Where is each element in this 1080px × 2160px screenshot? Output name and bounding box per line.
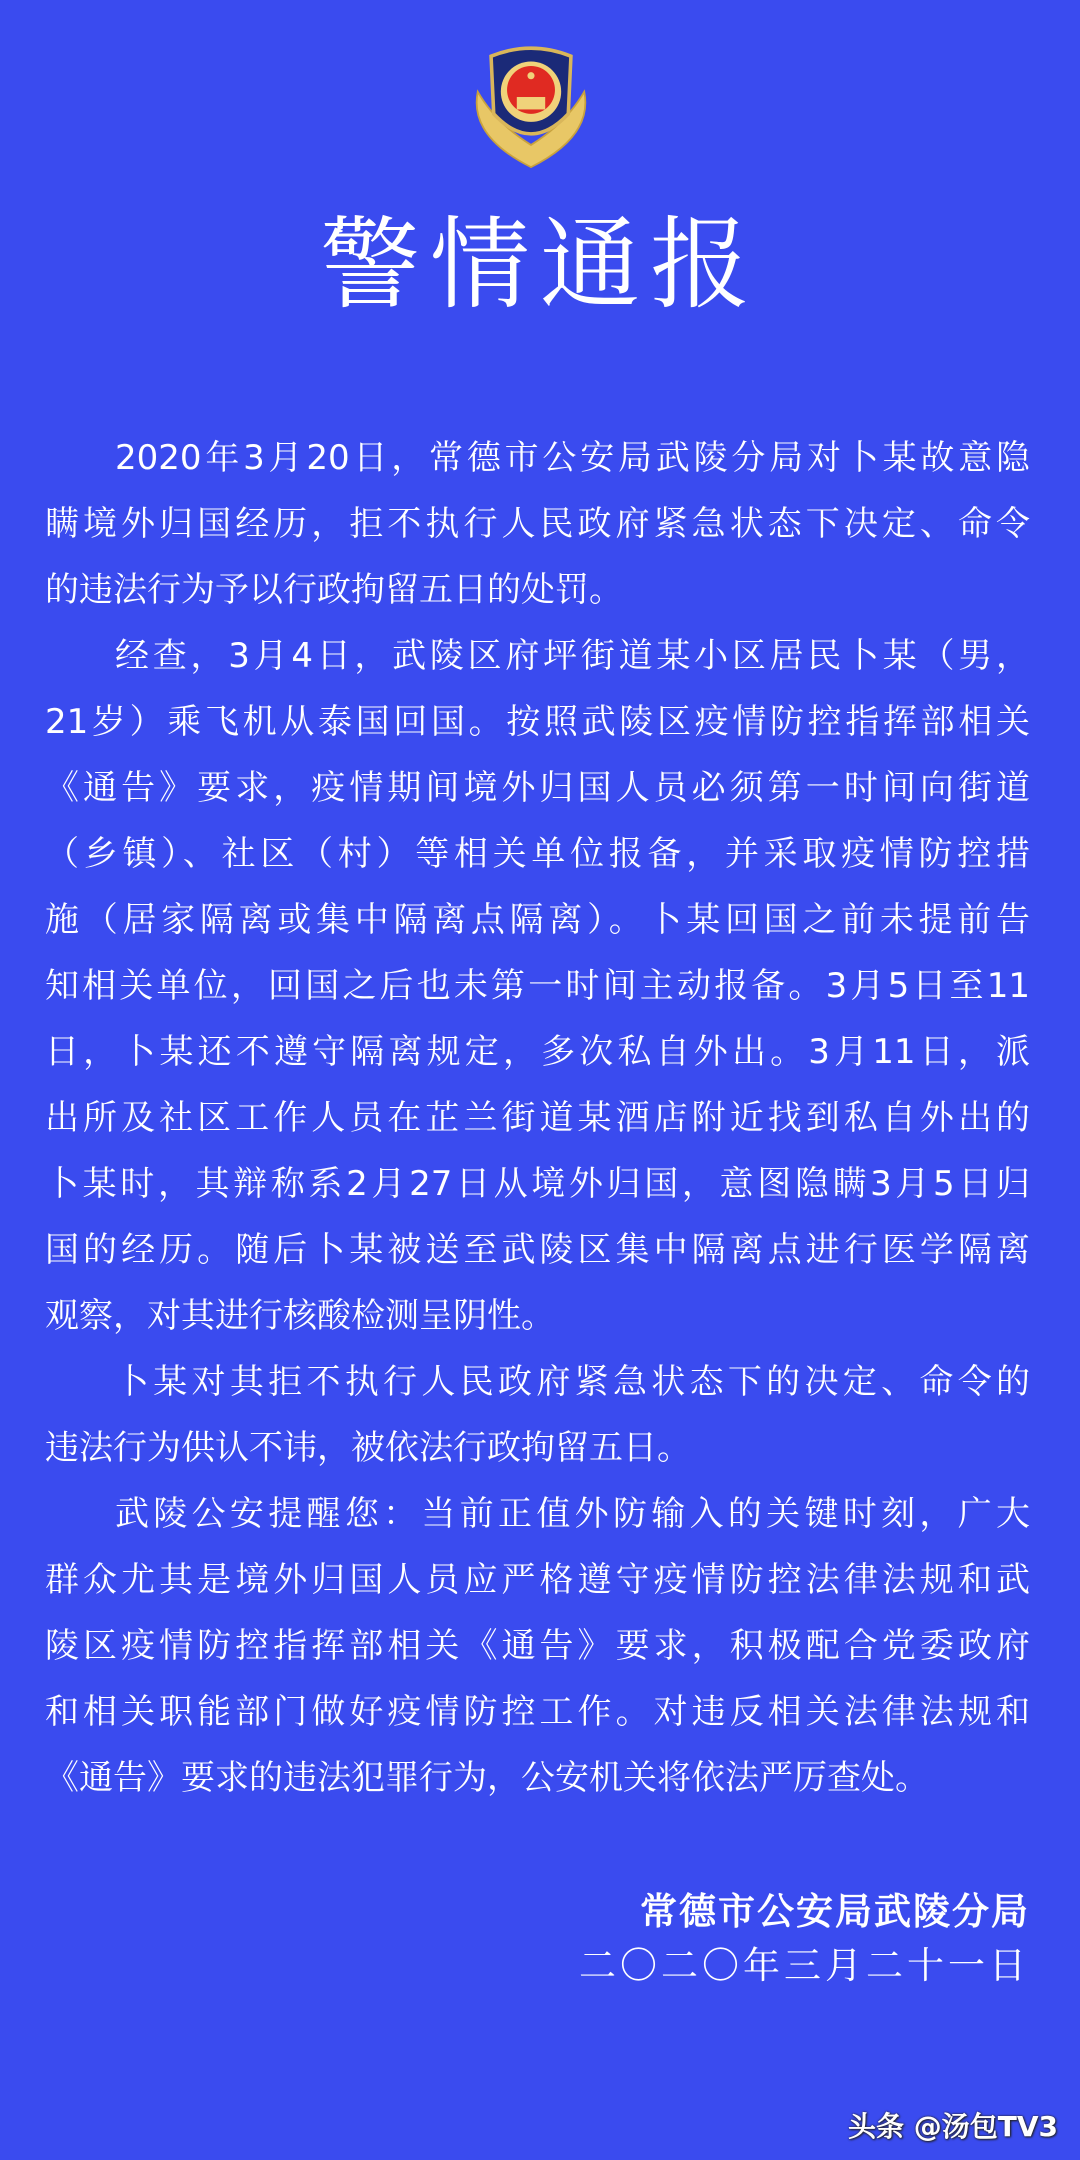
paragraph-line: 群众尤其是境外归国人员应严格遵守疫情防控法律法规和武 — [45, 1560, 1030, 1600]
paragraph — [45, 425, 1030, 623]
paragraph-line: 日，卜某还不遵守隔离规定，多次私自外出。3月11日，派 — [45, 1032, 1030, 1072]
paragraph-line: 违法行为供认不讳，被依法行政拘留五日。 — [45, 1428, 691, 1468]
paragraph-line: 《通告》要求，疫情期间境外归国人员必须第一时间向街道 — [45, 768, 1030, 808]
paragraph-line: 武陵公安提醒您：当前正值外防输入的关键时刻，广大 — [115, 1494, 1030, 1534]
notice-body — [45, 425, 1030, 1811]
police-emblem-icon — [460, 30, 602, 180]
paragraph-line: 卜某时，其辩称系2月27日从境外归国，意图隐瞒3月5日归 — [45, 1164, 1030, 1204]
paragraph — [45, 1349, 1030, 1481]
signature-date: 二〇二〇年三月二十一日 — [579, 1944, 1030, 1987]
signature — [579, 1885, 1030, 1993]
paragraph-line: （乡镇）、社区（村）等相关单位报备，并采取疫情防控措 — [45, 834, 1030, 874]
paragraph-line: 出所及社区工作人员在芷兰街道某酒店附近找到私自外出的 — [45, 1098, 1030, 1138]
paragraph-line: 21岁）乘飞机从泰国回国。按照武陵区疫情防控指挥部相关 — [45, 702, 1030, 742]
signature-org: 常德市公安局武陵分局 — [640, 1890, 1030, 1933]
paragraph-line: 国的经历。随后卜某被送至武陵区集中隔离点进行医学隔离 — [45, 1230, 1030, 1270]
paragraph-line: 卜某对其拒不执行人民政府紧急状态下的决定、命令的 — [115, 1362, 1030, 1402]
paragraph-line: 知相关单位，回国之后也未第一时间主动报备。3月5日至11 — [45, 966, 1030, 1006]
paragraph-line: 的违法行为予以行政拘留五日的处罚。 — [45, 570, 623, 610]
watermark: 头条 @汤包TV3 — [847, 2110, 1058, 2143]
paragraph — [45, 623, 1030, 1349]
paragraph-line: 经查，3月4日，武陵区府坪街道某小区居民卜某（男， — [115, 636, 1030, 676]
paragraph-line: 瞒境外归国经历，拒不执行人民政府紧急状态下决定、命令 — [45, 504, 1030, 544]
paragraph-line: 陵区疫情防控指挥部相关《通告》要求，积极配合党委政府 — [45, 1626, 1030, 1666]
paragraph-line: 《通告》要求的违法犯罪行为，公安机关将依法严厉查处。 — [45, 1758, 929, 1798]
paragraph-line: 施（居家隔离或集中隔离点隔离）。卜某回国之前未提前告 — [45, 900, 1030, 940]
paragraph-line: 和相关职能部门做好疫情防控工作。对违反相关法律法规和 — [45, 1692, 1030, 1732]
paragraph-line: 观察，对其进行核酸检测呈阴性。 — [45, 1296, 555, 1336]
paragraph — [45, 1481, 1030, 1811]
page-title: 警情通报 — [320, 206, 760, 323]
paragraph-line: 2020年3月20日，常德市公安局武陵分局对卜某故意隐 — [115, 438, 1030, 478]
